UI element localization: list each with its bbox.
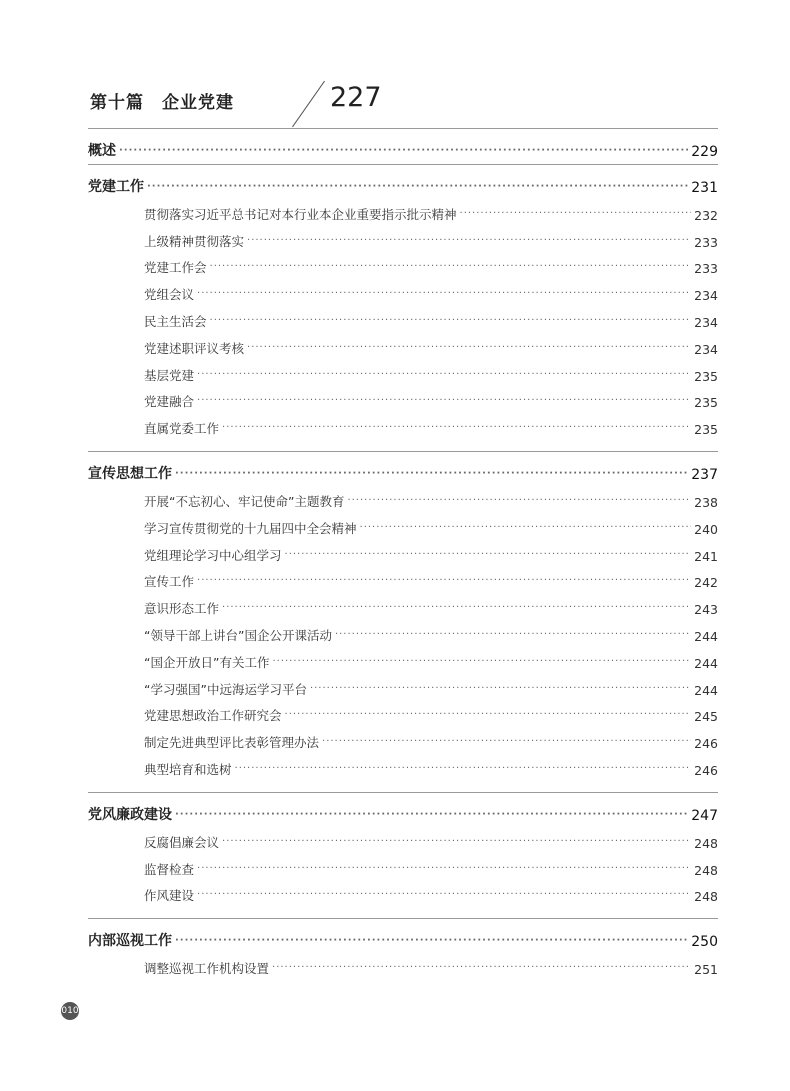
toc-section xyxy=(88,451,718,792)
toc-leader-dots xyxy=(272,962,691,977)
toc-leader-dots xyxy=(197,575,691,590)
toc-entry-title: 反腐倡廉会议 xyxy=(144,834,220,850)
toc-leader-dots xyxy=(460,208,692,223)
toc-entry-page: 234 xyxy=(694,341,718,357)
toc-leader-dots xyxy=(197,889,691,904)
toc-entry-page: 234 xyxy=(694,288,718,304)
toc-entry-page: 248 xyxy=(694,862,718,878)
toc-entry[interactable] xyxy=(88,307,718,334)
toc-section-heading[interactable] xyxy=(88,793,718,828)
toc-entry[interactable] xyxy=(88,388,718,415)
toc-section-page: 247 xyxy=(691,807,718,824)
toc-entry[interactable] xyxy=(88,675,718,702)
toc-entry-page: 243 xyxy=(694,602,718,618)
toc-leader-dots xyxy=(222,422,691,437)
toc-entry[interactable] xyxy=(88,280,718,307)
toc-entry-title: 制定先进典型评比表彰管理办法 xyxy=(144,735,320,751)
toc-entry-page: 240 xyxy=(694,521,718,537)
section-spacer xyxy=(88,782,718,792)
chapter-divider-slash xyxy=(292,81,325,127)
toc-leader-dots xyxy=(197,863,691,878)
toc-leader-dots xyxy=(272,656,691,671)
toc-entry-title: 宣传工作 xyxy=(144,574,195,590)
chapter-title: 第十篇 企业党建 xyxy=(90,93,234,113)
toc-entry[interactable] xyxy=(88,200,718,227)
toc-entry-title: “领导干部上讲台”国企公开课活动 xyxy=(144,627,332,643)
toc-entry-title: 直属党委工作 xyxy=(144,421,220,437)
toc-entry-page: 244 xyxy=(694,682,718,698)
toc-entry-title: 党建思想政治工作研究会 xyxy=(144,708,282,724)
toc-entry-page: 244 xyxy=(694,628,718,644)
toc-leader-dots xyxy=(119,145,688,160)
toc-entry-title: 监督检查 xyxy=(144,861,195,877)
section-spacer xyxy=(88,441,718,451)
toc-section xyxy=(88,164,718,451)
toc-leader-dots xyxy=(210,315,692,330)
toc-leader-dots xyxy=(235,763,692,778)
toc-entry[interactable] xyxy=(88,568,718,595)
toc-entry-page: 232 xyxy=(694,207,718,223)
toc-leader-dots xyxy=(310,683,691,698)
toc-leader-dots xyxy=(347,495,691,510)
toc-entry[interactable] xyxy=(88,541,718,568)
toc-entry[interactable] xyxy=(88,855,718,882)
toc-entry[interactable] xyxy=(88,828,718,855)
toc-entry-page: 245 xyxy=(694,709,718,725)
toc-entry[interactable] xyxy=(88,254,718,281)
toc-entry-title: 党建融合 xyxy=(144,394,195,410)
toc-entry[interactable] xyxy=(88,954,718,981)
toc-leader-dots xyxy=(197,395,691,410)
toc-section-page: 231 xyxy=(691,180,718,196)
section-spacer xyxy=(88,981,718,991)
toc-entry-title: 典型培育和选树 xyxy=(144,761,232,777)
toc-leader-dots xyxy=(285,549,692,564)
toc-section xyxy=(88,128,718,164)
toc-entry-page: 248 xyxy=(694,835,718,851)
toc-entry-title: 作风建设 xyxy=(144,888,195,904)
toc-section xyxy=(88,918,718,991)
toc-entry-title: 贯彻落实习近平总书记对本行业本企业重要指示批示精神 xyxy=(144,206,457,222)
chapter-header xyxy=(90,78,390,128)
toc-leader-dots xyxy=(175,809,688,824)
toc-entry[interactable] xyxy=(88,621,718,648)
toc-entry-title: 上级精神贯彻落实 xyxy=(144,233,245,249)
toc-entry-page: 246 xyxy=(694,762,718,778)
toc-section-title: 概述 xyxy=(88,143,116,159)
toc-entry[interactable] xyxy=(88,648,718,675)
toc-leader-dots xyxy=(247,235,691,250)
toc-section-heading[interactable] xyxy=(88,129,718,164)
toc-entry-title: 学习宣传贯彻党的十九届四中全会精神 xyxy=(144,520,357,536)
toc-entry-page: 238 xyxy=(694,494,718,510)
toc-entry-page: 248 xyxy=(694,889,718,905)
toc-leader-dots xyxy=(247,342,691,357)
toc-section-heading[interactable] xyxy=(88,452,718,487)
toc-entry-page: 251 xyxy=(694,962,718,978)
toc-leader-dots xyxy=(197,288,691,303)
toc-section-page: 237 xyxy=(691,467,718,484)
toc-entry-title: “国企开放日”有关工作 xyxy=(144,654,270,670)
toc-entry-page: 242 xyxy=(694,575,718,591)
toc-entry-title: 党建述职评议考核 xyxy=(144,340,245,356)
toc-leader-dots xyxy=(197,369,691,384)
toc-leader-dots xyxy=(222,602,691,617)
toc-entry-page: 235 xyxy=(694,368,718,384)
toc-entry-page: 233 xyxy=(694,234,718,250)
toc-entry-page: 235 xyxy=(694,422,718,438)
table-of-contents xyxy=(88,128,718,991)
toc-entry[interactable] xyxy=(88,514,718,541)
toc-entry-title: 党组理论学习中心组学习 xyxy=(144,547,282,563)
toc-entry-page: 233 xyxy=(694,261,718,277)
toc-section-page: 250 xyxy=(691,934,718,951)
toc-entry-title: 基层党建 xyxy=(144,367,195,383)
toc-section xyxy=(88,792,718,918)
toc-section-title: 内部巡视工作 xyxy=(88,933,172,950)
toc-section-page: 229 xyxy=(691,144,718,160)
toc-entry[interactable] xyxy=(88,334,718,361)
toc-entry-page: 241 xyxy=(694,548,718,564)
toc-entry[interactable] xyxy=(88,755,718,782)
toc-entry-title: “学习强国”中远海运学习平台 xyxy=(144,681,307,697)
section-spacer xyxy=(88,908,718,918)
toc-section-heading[interactable] xyxy=(88,919,718,954)
toc-leader-dots xyxy=(322,736,691,751)
page-folio: 010 xyxy=(61,1002,79,1020)
toc-entry[interactable] xyxy=(88,361,718,388)
toc-leader-dots xyxy=(335,629,691,644)
toc-entry-title: 开展“不忘初心、牢记使命”主题教育 xyxy=(144,493,345,509)
toc-leader-dots xyxy=(175,935,688,950)
toc-section-title: 党风廉政建设 xyxy=(88,806,172,823)
toc-entry-title: 调整巡视工作机构设置 xyxy=(144,961,270,977)
toc-entry-title: 党组会议 xyxy=(144,287,195,303)
toc-leader-dots xyxy=(360,522,692,537)
toc-section-heading[interactable] xyxy=(88,165,718,200)
toc-leader-dots xyxy=(222,836,691,851)
toc-entry[interactable] xyxy=(88,882,718,909)
toc-entry-title: 民主生活会 xyxy=(144,313,207,329)
toc-entry[interactable] xyxy=(88,594,718,621)
toc-section-title: 宣传思想工作 xyxy=(88,466,172,483)
toc-leader-dots xyxy=(210,261,692,276)
toc-entry[interactable] xyxy=(88,414,718,441)
toc-leader-dots xyxy=(147,181,688,196)
toc-entry-page: 234 xyxy=(694,314,718,330)
toc-entry-page: 244 xyxy=(694,655,718,671)
toc-entry[interactable] xyxy=(88,728,718,755)
toc-entry-page: 235 xyxy=(694,395,718,411)
toc-leader-dots xyxy=(175,468,688,483)
toc-entry-page: 246 xyxy=(694,736,718,752)
toc-leader-dots xyxy=(285,709,692,724)
toc-section-title: 党建工作 xyxy=(88,179,144,195)
toc-entry[interactable] xyxy=(88,227,718,254)
toc-entry-title: 党建工作会 xyxy=(144,260,207,276)
toc-entry-title: 意识形态工作 xyxy=(144,601,220,617)
chapter-page-number: 227 xyxy=(330,82,382,113)
toc-entry[interactable] xyxy=(88,487,718,514)
toc-entry[interactable] xyxy=(88,702,718,729)
